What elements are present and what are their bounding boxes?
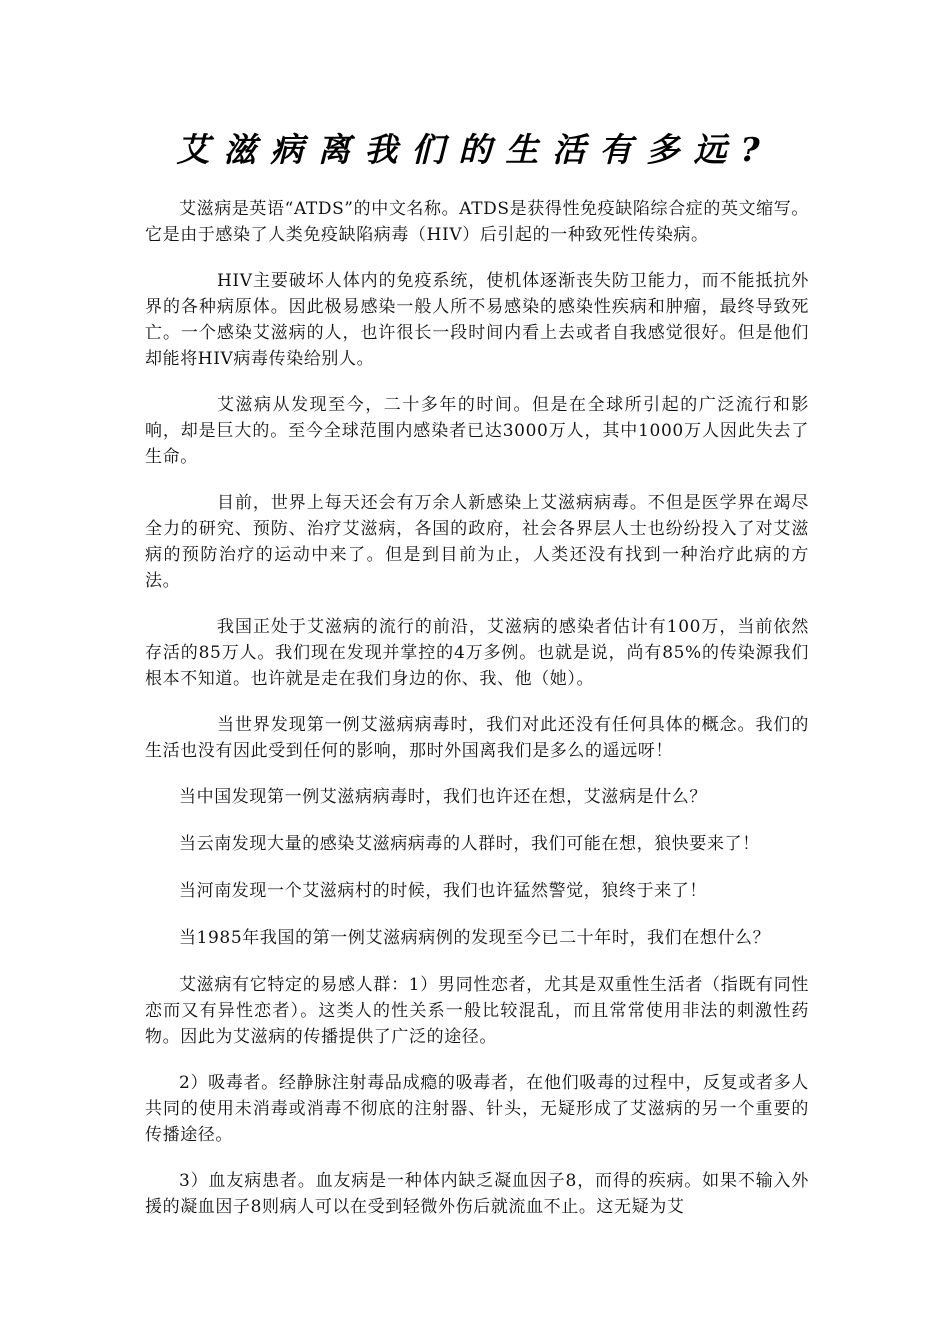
paragraph-hiv-effects: HIV主要破坏人体内的免疫系统，使机体逐渐丧失防卫能力，而不能抵抗外界的各种病原体。因此极易感染一般人所不易感染的感染性疾病和肿瘤，最终导致死亡。一个感染艾滋病的人，也许很长一段时间内看上去或者自我感觉很好。但是他们却能将HIV病毒传染给别人。 bbox=[145, 271, 809, 369]
paragraph-china-situation: 我国正处于艾滋病的流行的前沿，艾滋病的感染者估计有100万，当前依然存活的85万人。我们现在发现并掌控的4万多例。也就是说，尚有85%的传染源我们根本不知道。也许就是走在我们身边的你、我、他（她）。 bbox=[145, 617, 809, 689]
paragraph-yunnan: 当云南发现大量的感染艾滋病病毒的人群时，我们可能在想，狼快要来了！ bbox=[179, 834, 760, 854]
document-body bbox=[145, 196, 809, 1240]
paragraph-first-case-china: 当中国发现第一例艾滋病病毒时，我们也许还在想，艾滋病是什么？ bbox=[179, 787, 707, 807]
paragraph-henan: 当河南发现一个艾滋病村的时候，我们也许猛然警觉，狼终于来了！ bbox=[179, 881, 707, 901]
paragraph-definition: 艾滋病是英语“ATDS”的中文名称。ATDS是获得性免疫缺陷综合症的英文缩写。它是由于感染了人类免疫缺陷病毒（HIV）后引起的一种致死性传染病。 bbox=[145, 199, 809, 245]
paragraph-risk-group-3: 3）血友病患者。血友病是一种体内缺乏凝血因子8，而得的疾病。如果不输入外援的凝血因子8则病人可以在受到轻微外伤后就流血不止。这无疑为艾 bbox=[145, 1171, 809, 1217]
document-title: 艾滋病离我们的生活有多远? bbox=[176, 130, 774, 169]
paragraph-first-case-world: 当世界发现第一例艾滋病病毒时，我们对此还没有任何具体的概念。我们的生活也没有因此受到任何的影响，那时外国离我们是多么的遥远呀！ bbox=[145, 715, 809, 761]
paragraph-1985: 当1985年我国的第一例艾滋病病例的发现至今已二十年时，我们在想什么？ bbox=[179, 928, 771, 948]
paragraph-risk-group-2: 2）吸毒者。经静脉注射毒品成瘾的吸毒者，在他们吸毒的过程中，反复或者多人共同的使用未消毒或消毒不彻底的注射器、针头，无疑形成了艾滋病的另一个重要的传播途径。 bbox=[145, 1073, 809, 1145]
paragraph-global-impact: 艾滋病从发现至今，二十多年的时间。但是在全球所引起的广泛流行和影响，却是巨大的。至今全球范围内感染者已达3000万人，其中1000万人因此失去了生命。 bbox=[145, 395, 809, 467]
paragraph-risk-group-1: 艾滋病有它特定的易感人群：1）男同性恋者，尤其是双重性生活者（指既有同性恋而又有异性恋者）。这类人的性关系一般比较混乱，而且常常使用非法的刺激性药物。因此为艾滋病的传播提供了广泛的途径。 bbox=[145, 975, 809, 1047]
paragraph-current-situation: 目前，世界上每天还会有万余人新感染上艾滋病病毒。不但是医学界在竭尽全力的研究、预防、治疗艾滋病，各国的政府，社会各界层人士也纷纷投入了对艾滋病的预防治疗的运动中来了。但是到目前为止，人类还没有找到一种治疗此病的方法。 bbox=[145, 493, 809, 591]
